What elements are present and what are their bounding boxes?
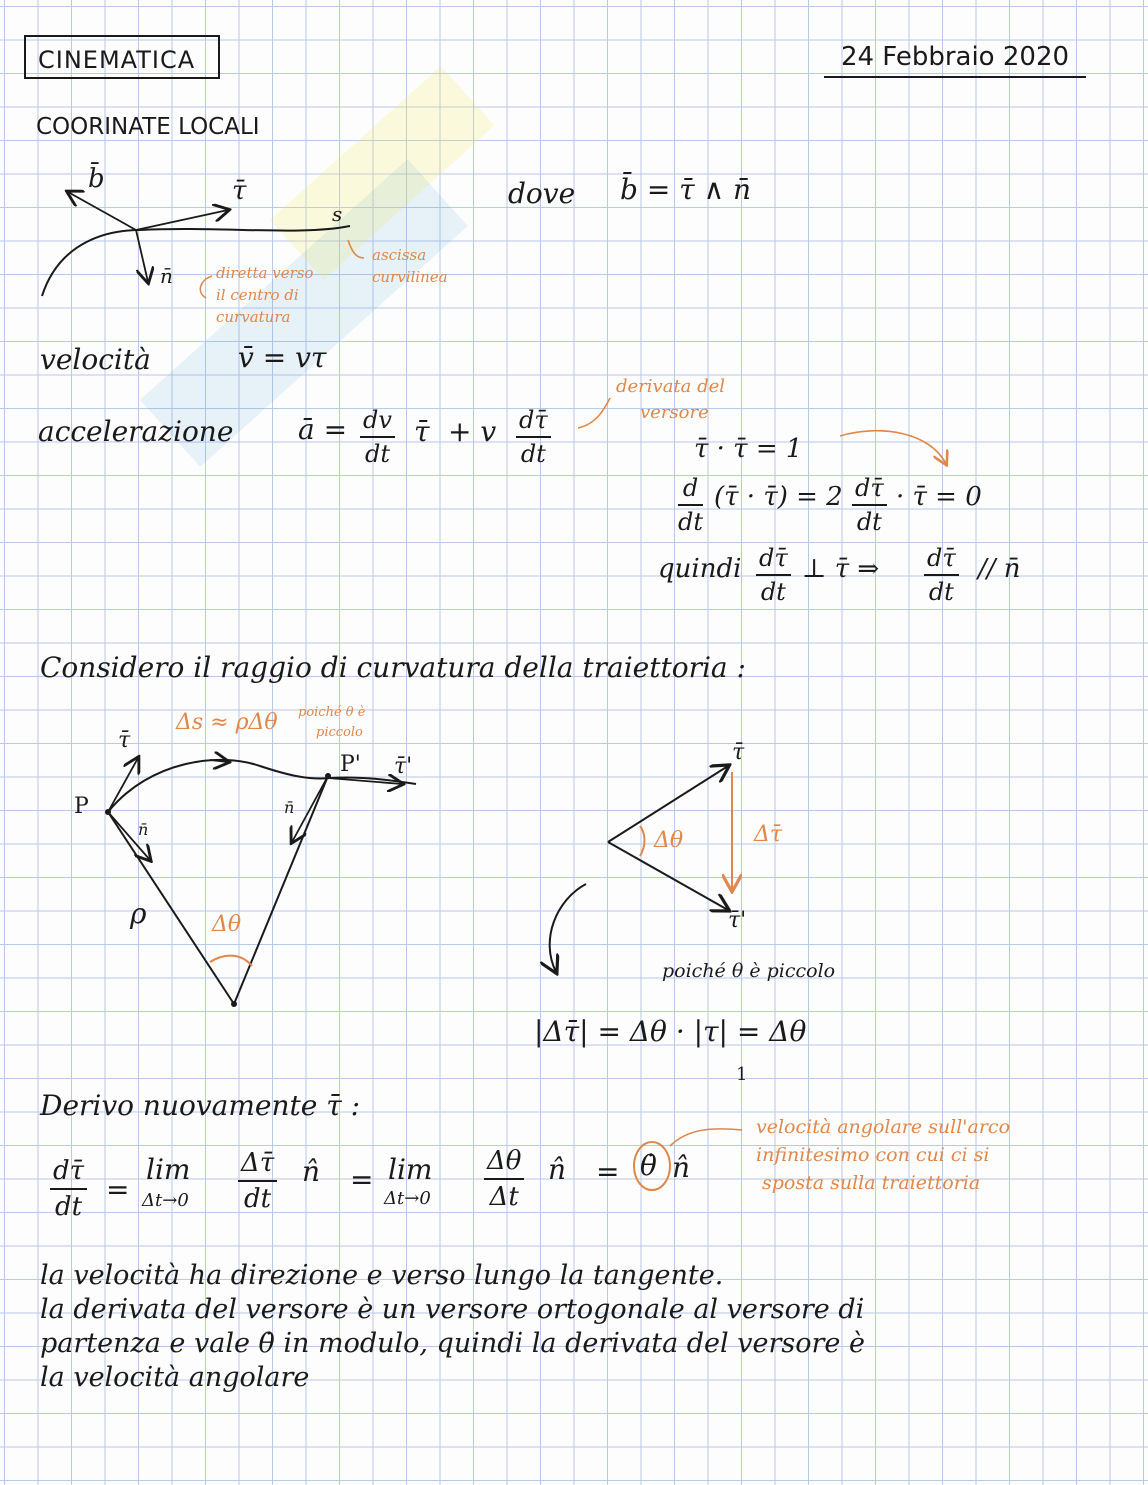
n-hat-1: n̂ [302,1155,321,1188]
perp-fraction-2 [924,544,959,606]
acceleration-lhs: ā = [298,413,348,446]
note-s-bracket [348,240,364,258]
derivation-fraction [852,474,887,536]
label-s: s [332,202,343,226]
dt-denominator-2: dt [520,440,546,468]
derivation-mid: (τ̄ · τ̄) = 2 [714,482,843,512]
note-n-line1: diretta verso [216,264,314,282]
angular-note-line1: velocità angolare sull'arco [756,1116,1011,1138]
triangle-label-dtheta: Δθ [654,828,684,853]
label-n-P: n̄ [138,820,149,839]
theta-dot: θ̇ [640,1149,657,1182]
trajectory-curve [42,226,350,296]
equals-2: = [350,1163,374,1196]
derivative-note-hook [578,398,610,428]
label-tau: τ̄ [232,176,247,206]
delta-tau-fraction [238,1148,277,1214]
angle-arc [210,956,252,966]
lhs-den: dt [54,1192,83,1222]
delta-tau-num: Δτ̄ [238,1148,277,1182]
dv-dt-fraction [360,406,395,468]
conclusion-line-1: la velocità ha direzione e verso lungo la tangente. [40,1260,724,1291]
label-n-Pp: n̄ [284,798,295,817]
conclusion-line-3: partenza e vale θ̇ in modulo, quindi la derivata del versore è [40,1328,865,1359]
d-dt-operator [678,474,703,536]
velocity-formula: v̄ = vτ [238,341,327,374]
velocity-label: velocità [40,343,151,376]
triangle-label-tau: τ̄ [732,740,745,765]
abs-unit-one: 1 [736,1064,748,1085]
derivative-note-line2: versore [640,402,709,423]
page-date: 24 Febbraio 2020 [824,42,1086,78]
note-n-line2: il centro di [216,286,299,304]
point-P [105,809,111,815]
derivative-note-line1: derivata del [616,376,726,397]
angular-note-line3: sposta sulla traiettoria [762,1172,981,1194]
label-rho: ρ [130,897,147,930]
label-P: P [74,794,89,819]
label-tau-P: τ̄ [118,728,131,753]
dot-product-line: τ̄ · τ̄ = 1 [694,434,803,464]
delta-tau-den: dt [244,1184,272,1214]
b-formula: b̄ = τ̄ ∧ n̄ [620,173,752,206]
perp-frac1-den: dt [760,578,786,606]
section-heading-curvature: Considero il raggio di curvatura della traiettoria : [40,651,746,684]
vector-b-arrow [68,192,136,230]
quindi-word: quindi [658,554,742,584]
lim-1: lim [146,1153,191,1186]
perp-fraction-1 [756,544,791,606]
abs-delta-tau-formula: |Δτ̄| = Δθ · |τ| = Δθ [534,1015,807,1048]
arc-note-line2: piccolo [316,725,363,740]
delta-theta-fraction [484,1146,524,1212]
perp-frac1-num: dτ̄ [756,544,791,576]
center-point [231,1001,237,1007]
dtau-dt-fraction [516,406,551,468]
dtau-numerator: dτ̄ [516,406,551,438]
lhs-fraction [50,1156,87,1222]
label-Pp: P' [340,752,361,777]
dt-denominator: dt [364,440,390,468]
n-hat-2: n̂ [548,1153,567,1186]
section-heading-derivative: Derivo nuovamente τ̄ : [40,1089,361,1122]
lhs-num: dτ̄ [50,1156,87,1190]
curved-down-arrow [550,884,586,972]
vector-tau-arrow [136,210,228,230]
equals-3: = [596,1155,620,1188]
dt-denominator-3: dt [678,508,704,536]
dot-product-arrow [840,431,946,464]
perp-mid: ⊥ τ̄ ⇒ [802,554,880,584]
delta-theta-den: Δt [489,1182,519,1212]
delta-theta-num: Δθ [484,1146,524,1180]
lim-1-subscript: Δt→0 [142,1190,189,1211]
d-numerator: d [678,474,703,506]
acceleration-plus-v: + v [448,415,497,448]
point-Pp [325,773,331,779]
label-n: n̄ [160,264,173,288]
acceleration-tau: τ̄ [414,415,430,448]
dv-numerator: dv [360,406,395,438]
note-s-line2: curvilinea [372,268,448,286]
vector-n-arrow [136,230,148,282]
radius-Pp-line [234,776,328,1004]
arc-length-formula: Δs ≈ ρΔθ [176,710,278,735]
label-b: b̄ [88,164,105,194]
perp-frac2-den: dt [928,578,954,606]
angular-note-line2: infinitesimo con cui ci si [756,1144,990,1166]
note-n-bracket [200,276,212,298]
triangle-angle-arc [640,826,645,856]
page-title: CINEMATICA [38,46,196,74]
triangle-label-dtau: Δτ̄ [754,822,783,847]
n-hat-result: n̂ [672,1151,691,1184]
note-n-line3: curvatura [216,308,291,326]
equals-1: = [106,1173,130,1206]
parallel-end: // n̄ [978,554,1021,584]
triangle-label-tau-p: τ̄' [728,908,747,933]
n-at-Pp-arrow [292,776,328,842]
label-delta-theta: Δθ [212,912,242,937]
derivation-end: · τ̄ = 0 [896,482,982,512]
arc-note-line1: poiché θ è [298,705,366,720]
lim-2-subscript: Δt→0 [384,1188,431,1209]
poiche-piccolo: poiché θ è piccolo [662,960,836,982]
conclusion-line-2: la derivata del versore è un versore ortogonale al versore di [40,1294,865,1325]
lim-2: lim [388,1153,433,1186]
theta-dot-note-hook [670,1129,742,1146]
perp-frac2-num: dτ̄ [924,544,959,576]
tau-at-P-arrow [108,758,138,812]
curvature-arc [108,760,416,812]
acceleration-label: accelerazione [38,415,234,448]
derivation-frac-den: dt [856,508,882,536]
label-tau-Pp: τ̄' [394,754,413,779]
note-s-line1: ascissa [372,246,427,264]
section-heading-local-coordinates: COORINATE LOCALI [36,114,260,140]
radius-rho-line [108,812,234,1004]
dove-word: dove [508,177,576,210]
derivation-frac-num: dτ̄ [852,474,887,506]
conclusion-line-4: la velocità angolare [40,1362,310,1393]
